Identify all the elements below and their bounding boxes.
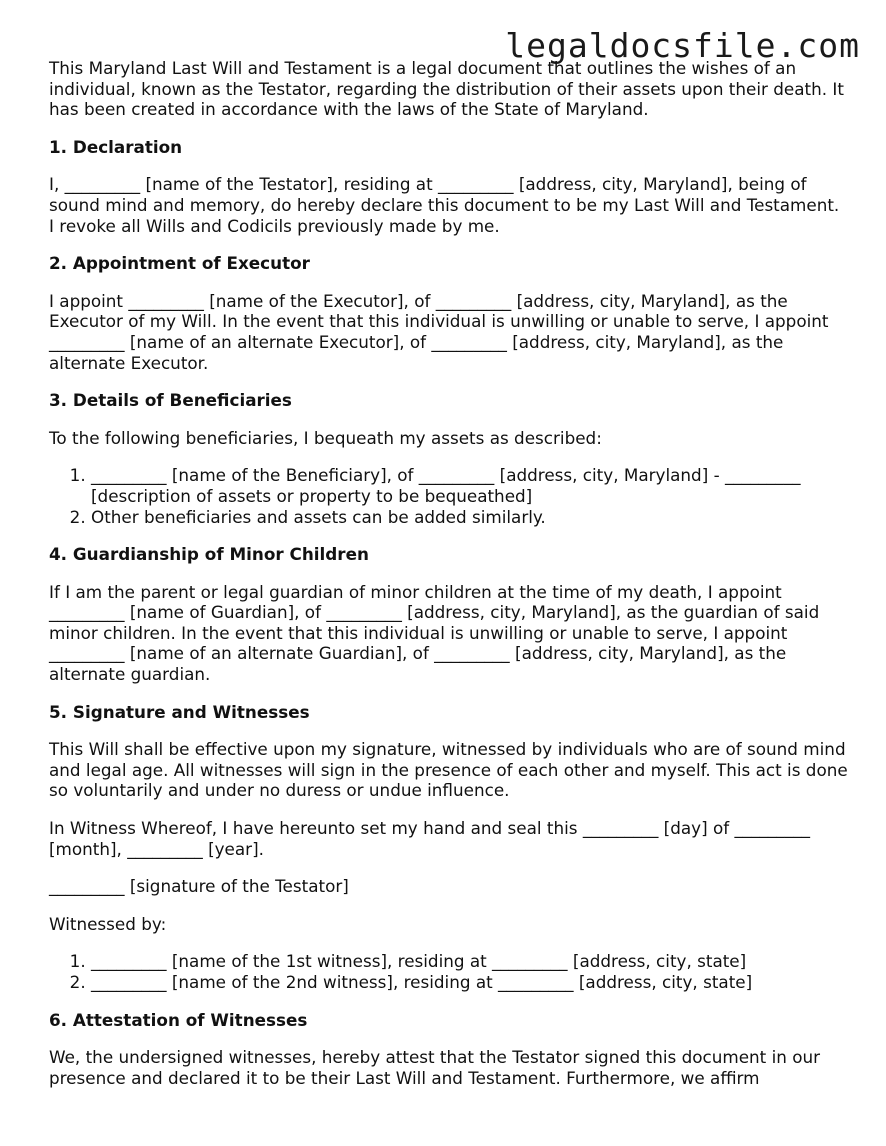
document-body — [49, 58, 849, 1105]
list-item: 2. Other beneficiaries and assets can be added similarly. — [91, 507, 849, 528]
section-heading-executor: 2. Appointment of Executor — [49, 253, 310, 274]
signature-paragraph: This Will shall be effective upon my signature, witnessed by individuals who are of sound mind and legal age. All witnesses will sign in the presence of each other and myself. This act is done so voluntarily and under no duress or undue influence. — [49, 739, 848, 801]
intro-paragraph: This Maryland Last Will and Testament is a legal document that outlines the wishes of an individual, known as the Testator, regarding the distribution of their assets upon their death. It has been created in accordance with the laws of the State of Maryland. — [49, 58, 844, 120]
beneficiaries-list — [49, 465, 849, 527]
watermark-logo: legaldocsfile.com — [505, 26, 860, 65]
executor-paragraph: I appoint _________ [name of the Executor], of _________ [address, city, Maryland], as the Executor of my Will. In the event that this individual is unwilling or unable to serve, I appoint _________ [name of an alternate Executor], of _________ [address, city, Maryland], as the alternate Executor. — [49, 290, 829, 373]
witness-whereof-paragraph: In Witness Whereof, I have hereunto set my hand and seal this _________ [day] of _________ [month], _________ [year]. — [49, 818, 810, 859]
list-item: 1. _________ [name of the Beneficiary], of _________ [address, city, Maryland] - _________ [description of assets or property to be bequeathed] — [91, 465, 849, 506]
witnesses-list — [49, 951, 849, 992]
section-heading-attestation: 6. Attestation of Witnesses — [49, 1009, 308, 1030]
section-heading-signature: 5. Signature and Witnesses — [49, 701, 310, 722]
guardianship-paragraph: If I am the parent or legal guardian of minor children at the time of my death, I appoint _________ [name of Guardian], of _________ [address, city, Maryland], as the guardian of said minor children. In the event that this individual is unwilling or unable to serve, I appoint _________ [name of an alternate Guardian], of _________ [address, city, Maryland], as the alternate guardian. — [49, 581, 820, 685]
section-heading-guardianship: 4. Guardianship of Minor Children — [49, 544, 369, 565]
list-item: 2. _________ [name of the 2nd witness], residing at _________ [address, city, state] — [91, 972, 849, 993]
beneficiaries-paragraph: To the following beneficiaries, I bequeath my assets as described: — [49, 427, 602, 448]
section-heading-declaration: 1. Declaration — [49, 136, 183, 157]
section-heading-beneficiaries: 3. Details of Beneficiaries — [49, 390, 292, 411]
testator-signature-line: _________ [signature of the Testator] — [49, 876, 349, 897]
witnessed-by-label: Witnessed by: — [49, 913, 167, 934]
declaration-paragraph: I, _________ [name of the Testator], residing at _________ [address, city, Maryland], being of sound mind and memory, do hereby declare this document to be my Last Will and Testament. I revoke all Wills and Codicils previously made by me. — [49, 174, 840, 236]
attestation-paragraph: We, the undersigned witnesses, hereby attest that the Testator signed this document in our presence and declared it to be their Last Will and Testament. Furthermore, we affirm — [49, 1047, 821, 1088]
list-item: 1. _________ [name of the 1st witness], residing at _________ [address, city, state] — [91, 951, 849, 972]
